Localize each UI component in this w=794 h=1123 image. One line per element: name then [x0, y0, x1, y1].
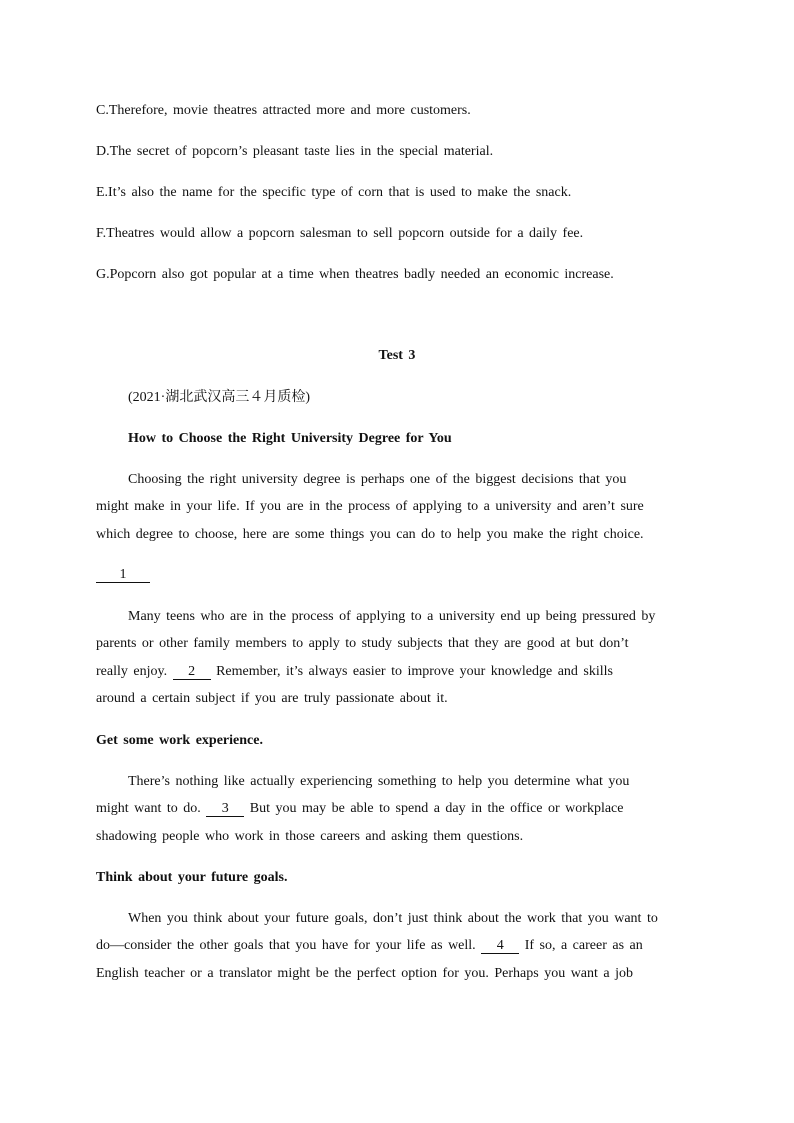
blank-1[interactable]: 1 — [96, 567, 150, 583]
paragraph2-line3-after: Remember, it’s always easier to improve your knowledge and skills — [210, 664, 613, 679]
blank-3[interactable]: 3 — [206, 801, 244, 817]
paragraph3-line1: There’s nothing like actually experiencing something to help you determine what you — [128, 774, 630, 789]
paragraph3-line3: shadowing people who work in those careers and asking them questions. — [96, 829, 524, 844]
paragraph3-line2-after: But you may be able to spend a day in the office or workplace — [244, 801, 624, 816]
option-c: C.Therefore, movie theatres attracted more and more customers. — [96, 103, 471, 118]
paragraph3-line2-before: might want to do. — [96, 801, 207, 816]
paragraph2-line3 — [96, 663, 613, 681]
paragraph2-line2: parents or other family members to apply to study subjects that they are good at but don’t — [96, 636, 629, 651]
paragraph4-line2 — [96, 937, 643, 955]
paragraph2-line1: Many teens who are in the process of applying to a university end up being pressured by — [128, 609, 656, 624]
paragraph1-line1: Choosing the right university degree is perhaps one of the biggest decisions that you — [128, 472, 627, 487]
option-f: F.Theatres would allow a popcorn salesman to sell popcorn outside for a daily fee. — [96, 226, 584, 241]
paragraph4-line2-before: do—consider the other goals that you have for your life as well. — [96, 938, 482, 953]
section-heading-goals: Think about your future goals. — [96, 870, 288, 885]
paragraph4-line2-after: If so, a career as an — [519, 938, 643, 953]
blank-1-line — [96, 566, 150, 584]
paragraph4-line1: When you think about your future goals, don’t just think about the work that you want to — [128, 911, 658, 926]
test-heading: Test 3 — [378, 348, 416, 363]
blank-4[interactable]: 4 — [481, 938, 519, 954]
option-g: G.Popcorn also got popular at a time when theatres badly needed an economic increase. — [96, 267, 614, 282]
paragraph2-line4: around a certain subject if you are truly passionate about it. — [96, 691, 448, 706]
paragraph1-line3: which degree to choose, here are some things you can do to help you make the right choice. — [96, 527, 644, 542]
source-note: (2021·湖北武汉高三４月质检) — [128, 390, 310, 405]
blank-2[interactable]: 2 — [173, 664, 211, 680]
paragraph3-line2 — [96, 800, 623, 818]
paragraph1-line2: might make in your life. If you are in the process of applying to a university and aren’t sure — [96, 499, 644, 514]
paragraph4-line3: English teacher or a translator might be the perfect option for you. Perhaps you want a job — [96, 966, 634, 981]
article-title: How to Choose the Right University Degree for You — [128, 431, 452, 446]
option-e: E.It’s also the name for the specific type of corn that is used to make the snack. — [96, 185, 572, 200]
option-d: D.The secret of popcorn’s pleasant taste lies in the special material. — [96, 144, 494, 159]
paragraph2-line3-before: really enjoy. — [96, 664, 173, 679]
section-heading-work: Get some work experience. — [96, 733, 263, 748]
